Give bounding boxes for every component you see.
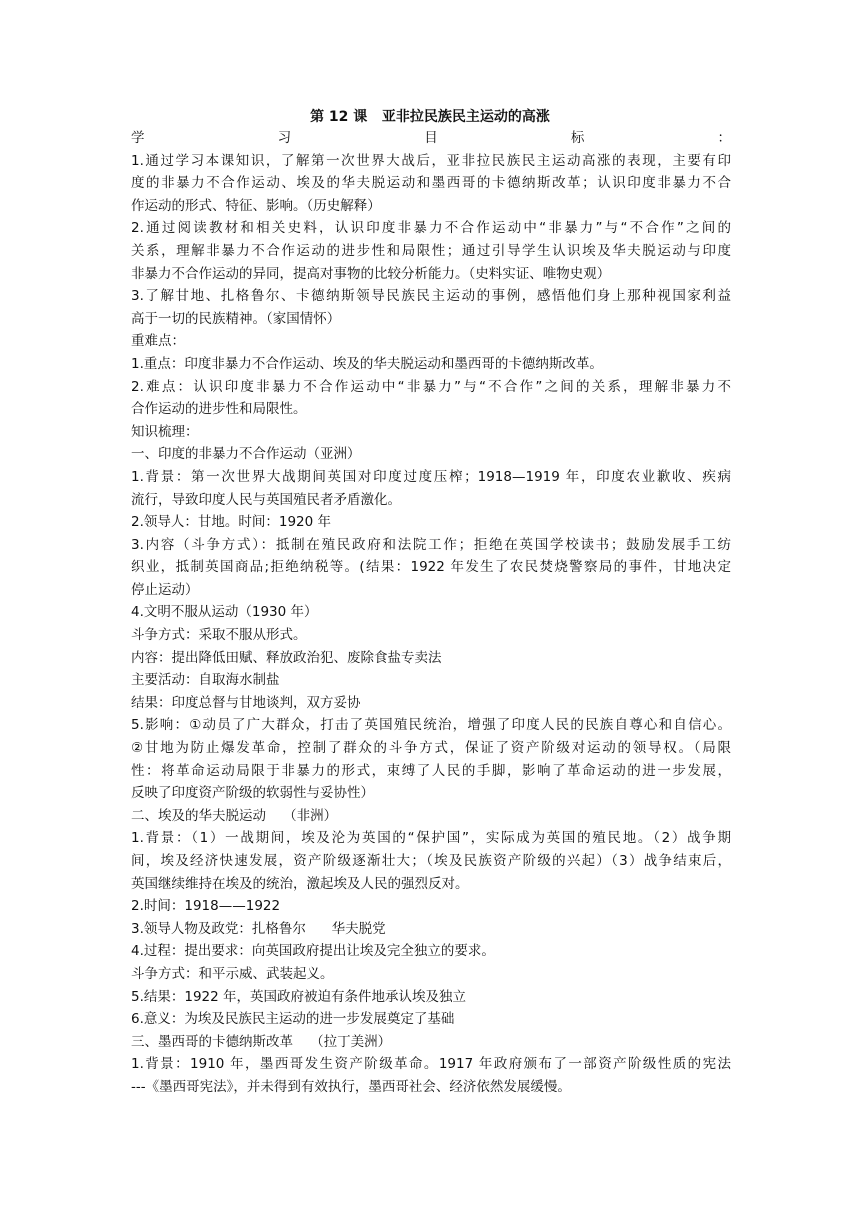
text-line: 三、墨西哥的卡德纳斯改革 （拉丁美洲）	[131, 1033, 392, 1050]
text-line: 关系，理解非暴力不合作运动的进步性和局限性；通过引导学生认识埃及华夫脱运动与印度	[131, 242, 731, 259]
text-line: 5.结果：1922 年，英国政府被迫有条件地承认埃及独立	[131, 988, 467, 1005]
text-line: 学习目标：	[131, 130, 731, 146]
text-line: 间，埃及经济快速发展，资产阶级逐渐壮大；（埃及民族资产阶级的兴起）（3）战争结束后，	[131, 853, 731, 869]
text-line: 3.了解甘地、扎格鲁尔、卡德纳斯领导民族民主运动的事例，感悟他们身上那种视国家利益	[131, 288, 731, 305]
text-line: 1.背景：1910 年，墨西哥发生资产阶级革命。1917 年政府颁布了一部资产阶级性质的宪法	[131, 1056, 731, 1073]
text-line: ②甘地为防止爆发革命，控制了群众的斗争方式，保证了资产阶级对运动的领导权。（局限	[131, 740, 731, 757]
text-line: 非暴力不合作运动的异同，提高对事物的比较分析能力。（史料实证、唯物史观）	[131, 265, 611, 282]
text-line: 作运动的形式、特征、影响。（历史解释）	[131, 197, 381, 214]
text-line: 1.背景：（1）一战期间，埃及沦为英国的“保护国”，实际成为英国的殖民地。（2）战争期	[131, 830, 731, 847]
text-line: 2.领导人：甘地。时间：1920 年	[131, 514, 332, 531]
text-line: 2.难点：认识印度非暴力不合作运动中“非暴力”与“不合作”之间的关系，理解非暴力不	[131, 378, 731, 395]
text-line: 英国继续维持在埃及的统治，激起埃及人民的强烈反对。	[131, 875, 469, 892]
text-line: 一、印度的非暴力不合作运动（亚洲）	[131, 446, 361, 463]
text-line: 3.内容（斗争方式）：抵制在殖民政府和法院工作；拒绝在英国学校读书；鼓励发展手工纺	[131, 536, 731, 553]
text-line: 合作运动的进步性和局限性。	[131, 401, 307, 418]
text-line: 流行，导致印度人民与英国殖民者矛盾激化。	[131, 491, 401, 508]
text-line: 4.文明不服从运动（1930 年）	[131, 604, 318, 621]
text-line: 斗争方式：和平示威、武装起义。	[131, 965, 334, 982]
text-line: 知识梳理：	[131, 423, 199, 440]
text-line: 高于一切的民族精神。（家国情怀）	[131, 310, 341, 327]
text-line: 性：将革命运动局限于非暴力的形式，束缚了人民的手脚，影响了革命运动的进一步发展，	[131, 762, 731, 779]
text-line: 织业，抵制英国商品;拒绝纳税等。(结果：1922 年发生了农民焚烧警察局的事件，甘地决定	[131, 559, 731, 576]
document-body	[131, 127, 731, 1099]
text-line: 1.重点：印度非暴力不合作运动、埃及的华夫脱运动和墨西哥的卡德纳斯改革。	[131, 355, 603, 372]
text-line: 3.领导人物及政党：扎格鲁尔 华夫脱党	[131, 920, 386, 937]
text-line: 1.通过学习本课知识，了解第一次世界大战后，亚非拉民族民主运动高涨的表现，主要有印	[131, 152, 731, 169]
text-line: 内容：提出降低田赋、释放政治犯、废除食盐专卖法	[131, 649, 442, 666]
text-line: 5.影响：①动员了广大群众，打击了英国殖民统治，增强了印度人民的民族自尊心和自信心。	[131, 717, 731, 734]
text-line: 结果：印度总督与甘地谈判，双方妥协	[131, 694, 361, 711]
text-line: ---《墨西哥宪法》，并未得到有效执行，墨西哥社会、经济依然发展缓慢。	[131, 1078, 571, 1095]
text-line: 1.背景：第一次世界大战期间英国对印度过度压榨；1918—1919 年，印度农业歉收、疾病	[131, 468, 731, 485]
text-line: 斗争方式：采取不服从形式。	[131, 627, 307, 644]
document-title: 第 12 课 亚非拉民族民主运动的高涨	[310, 109, 550, 125]
text-line: 2.时间：1918——1922	[131, 898, 281, 915]
text-line: 度的非暴力不合作运动、埃及的华夫脱运动和墨西哥的卡德纳斯改革；认识印度非暴力不合	[131, 175, 731, 192]
text-line: 重难点：	[131, 333, 185, 350]
text-line: 主要活动：自取海水制盐	[131, 672, 280, 689]
text-line: 二、埃及的华夫脱运动 （非洲）	[131, 807, 338, 824]
text-line: 4.过程：提出要求：向英国政府提出让埃及完全独立的要求。	[131, 943, 495, 960]
text-line: 停止运动）	[131, 581, 199, 598]
text-line: 2.通过阅读教材和相关史料，认识印度非暴力不合作运动中“非暴力”与“不合作”之间的	[131, 220, 731, 237]
text-line: 反映了印度资产阶级的软弱性与妥协性）	[131, 785, 374, 802]
text-line: 6.意义：为埃及民族民主运动的进一步发展奠定了基础	[131, 1011, 455, 1028]
